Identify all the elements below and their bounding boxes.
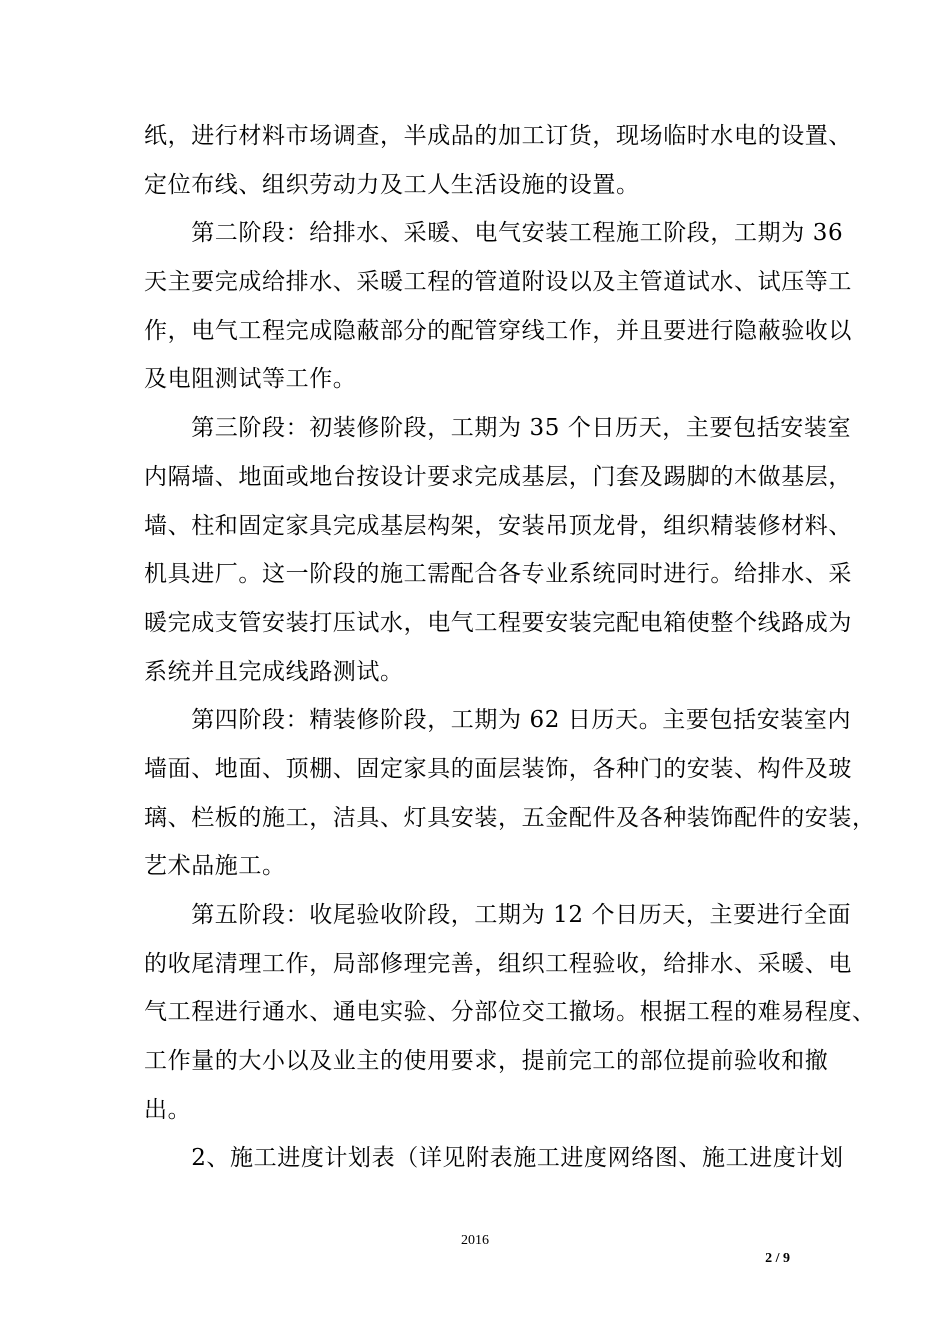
text-line: 及电阻测试等工作。 — [144, 366, 357, 393]
text-line: 的收尾清理工作，局部修理完善，组织工程验收，给排水、采暖、电 — [144, 950, 852, 977]
text-line: 天主要完成给排水、采暖工程的管道附设以及主管道试水、试压等工 — [144, 269, 852, 296]
text-line: 纸，进行材料市场调查，半成品的加工订货，现场临时水电的设置、 — [144, 123, 852, 149]
text-line: 内隔墙、地面或地台按设计要求完成基层，门套及踢脚的木做基层， — [144, 463, 852, 490]
text-line: 出。 — [144, 1096, 192, 1123]
text-line: 机具进厂。这一阶段的施工需配合各专业系统同时进行。给排水、采 — [144, 561, 852, 588]
text-line: 第五阶段：收尾验收阶段，工期为 12 个日历天，主要进行全面 — [144, 902, 852, 928]
text-line: 系统并且完成线路测试。 — [144, 658, 404, 685]
text-line: 工作量的大小以及业主的使用要求，提前完工的部位提前验收和撤 — [144, 1048, 829, 1075]
text-line: 墙、柱和固定家具完成基层构架，安装吊顶龙骨，组织精装修材料、 — [144, 512, 852, 539]
text-line: 2、施工进度计划表（详见附表施工进度网络图、施工进度计划 — [144, 1145, 844, 1172]
footer-year: 2016 — [461, 1233, 489, 1248]
text-line: 定位布线、组织劳动力及工人生活设施的设置。 — [144, 171, 640, 198]
text-line: 作，电气工程完成隐蔽部分的配管穿线工作，并且要进行隐蔽验收以 — [144, 317, 852, 344]
text-line: 第二阶段：给排水、采暖、电气安装工程施工阶段，工期为 36 — [144, 220, 844, 247]
text-line: 气工程进行通水、通电实验、分部位交工撤场。根据工程的难易程度、 — [144, 999, 876, 1026]
text-line: 第四阶段：精装修阶段，工期为 62 日历天。主要包括安装室内 — [144, 707, 852, 734]
text-line: 暖完成支管安装打压试水，电气工程要安装完配电箱使整个线路成为 — [144, 609, 852, 636]
page-number: 2 / 9 — [765, 1251, 790, 1266]
text-line: 墙面、地面、顶棚、固定家具的面层装饰，各种门的安装、构件及玻 — [144, 755, 852, 782]
text-line: 艺术品施工。 — [144, 853, 286, 880]
body-text — [144, 112, 876, 1183]
text-line: 璃、栏板的施工，洁具、灯具安装，五金配件及各种装饰配件的安装， — [144, 804, 876, 831]
text-line: 第三阶段：初装修阶段，工期为 35 个日历天，主要包括安装室 — [144, 415, 852, 442]
